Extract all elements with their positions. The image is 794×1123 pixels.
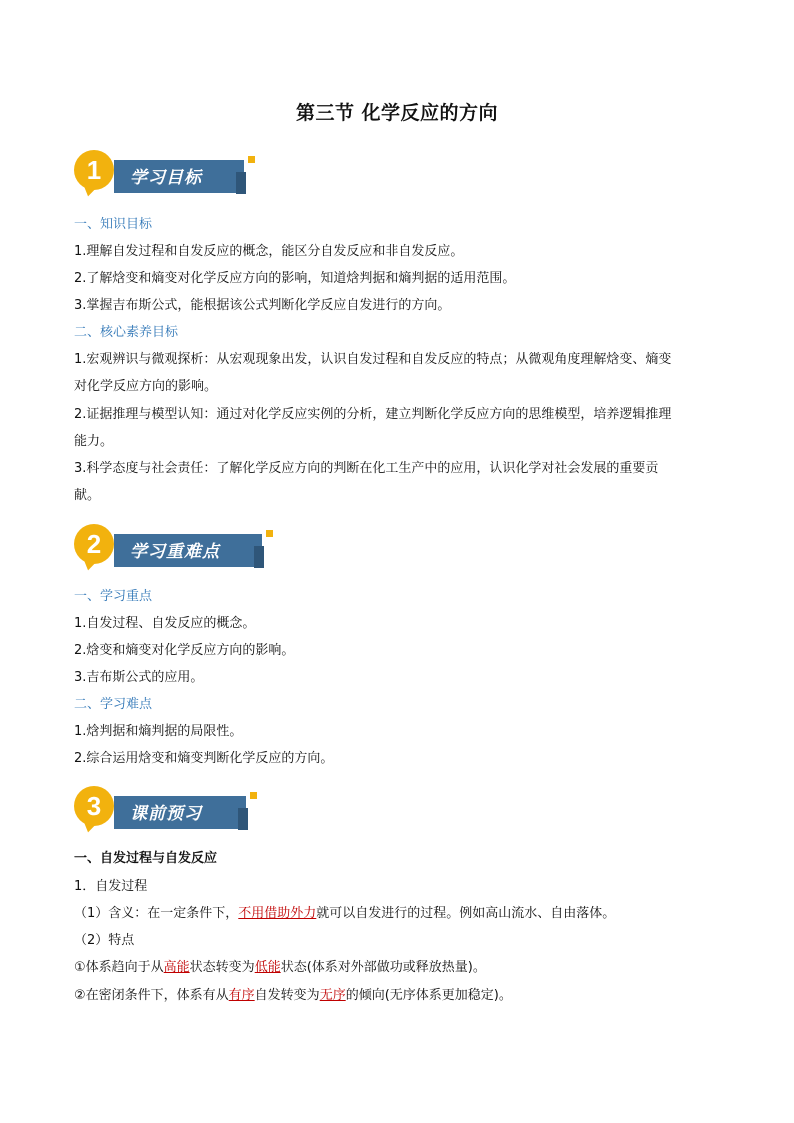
page-title: 第三节 化学反应的方向 bbox=[295, 102, 499, 124]
banner-bar-edge bbox=[236, 172, 246, 194]
objective-line: 2.证据推理与模型认知：通过对化学反应实例的分析，建立判断化学反应方向的思维模型，培养逻辑推理 bbox=[74, 407, 672, 422]
difficulty-heading: 二、学习难点 bbox=[74, 697, 153, 712]
objective-line: 1.宏观辨识与微观探析：从宏观现象出发，认识自发过程和自发反应的特点；从微观角度理解焓变、熵变 bbox=[74, 352, 672, 367]
highlight-term: 有序 bbox=[228, 988, 255, 1003]
definition-highlight: 不用借助外力 bbox=[238, 906, 317, 921]
objective-line: 能力。 bbox=[74, 434, 114, 449]
text-segment: 自发转变为 bbox=[254, 988, 320, 1003]
knowledge-heading: 一、知识目标 bbox=[74, 217, 153, 232]
key-point-line: 1.自发过程、自发反应的概念。 bbox=[74, 616, 256, 631]
key-points-heading: 一、学习重点 bbox=[74, 589, 153, 604]
difficulty-line: 1.焓判据和熵判据的局限性。 bbox=[74, 724, 243, 739]
preview-item-title: 1．自发过程 bbox=[74, 879, 148, 894]
feature-line-2 bbox=[74, 984, 512, 1003]
section-label: 学习目标 bbox=[130, 168, 202, 188]
section-banner-objectives bbox=[74, 150, 264, 198]
difficulty-line: 2.综合运用焓变和熵变判断化学反应的方向。 bbox=[74, 751, 334, 766]
text-segment: 状态转变为 bbox=[189, 960, 255, 975]
objective-line: 1.理解自发过程和自发反应的概念，能区分自发反应和非自发反应。 bbox=[74, 244, 464, 259]
preview-heading: 一、自发过程与自发反应 bbox=[74, 851, 218, 866]
banner-bar-edge bbox=[254, 546, 264, 568]
feature-title: （2）特点 bbox=[74, 933, 135, 948]
key-point-line: 2.焓变和熵变对化学反应方向的影响。 bbox=[74, 643, 295, 658]
definition-line bbox=[74, 902, 615, 921]
objective-line: 3.掌握吉布斯公式，能根据该公式判断化学反应自发进行的方向。 bbox=[74, 298, 451, 313]
objective-line: 2.了解焓变和熵变对化学反应方向的影响，知道焓判据和熵判据的适用范围。 bbox=[74, 271, 516, 286]
section-banner-difficulties bbox=[74, 524, 264, 572]
highlight-term: 无序 bbox=[319, 988, 346, 1003]
definition-suffix: 就可以自发进行的过程。例如高山流水、自由落体。 bbox=[316, 906, 616, 921]
objective-line: 献。 bbox=[74, 488, 101, 503]
banner-accent-square bbox=[248, 156, 255, 163]
core-heading: 二、核心素养目标 bbox=[74, 325, 179, 340]
definition-prefix: （1）含义：在一定条件下， bbox=[74, 906, 239, 921]
text-segment: 状态(体系对外部做功或释放热量)。 bbox=[280, 960, 486, 975]
text-segment: ①体系趋向于从 bbox=[74, 960, 164, 975]
section-label: 学习重难点 bbox=[130, 542, 220, 562]
highlight-term: 高能 bbox=[163, 960, 190, 975]
objective-line: 对化学反应方向的影响。 bbox=[74, 379, 218, 394]
section-banner-preview bbox=[74, 786, 264, 834]
feature-line-1 bbox=[74, 956, 486, 975]
banner-accent-square bbox=[250, 792, 257, 799]
banner-bar-edge bbox=[238, 808, 248, 830]
section-number-badge: 3 bbox=[74, 786, 114, 826]
section-label: 课前预习 bbox=[130, 804, 202, 824]
text-segment: 的倾向(无序体系更加稳定)。 bbox=[345, 988, 512, 1003]
highlight-term: 低能 bbox=[254, 960, 281, 975]
section-number-badge: 1 bbox=[74, 150, 114, 190]
text-segment: ②在密闭条件下，体系有从 bbox=[74, 988, 229, 1003]
section-number-badge: 2 bbox=[74, 524, 114, 564]
banner-accent-square bbox=[266, 530, 273, 537]
key-point-line: 3.吉布斯公式的应用。 bbox=[74, 670, 204, 685]
objective-line: 3.科学态度与社会责任：了解化学反应方向的判断在化工生产中的应用，认识化学对社会发展的重要贡 bbox=[74, 461, 659, 476]
